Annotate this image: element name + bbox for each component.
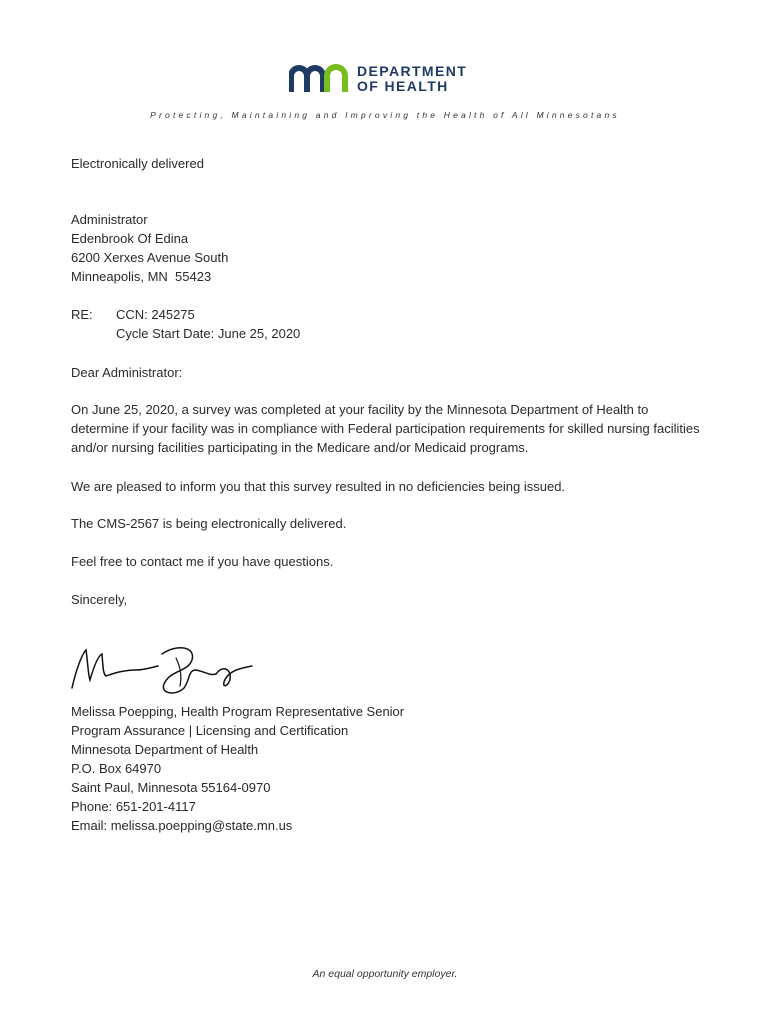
signer-po-box: P.O. Box 64970 (71, 761, 162, 776)
recipient-line: Administrator (71, 212, 148, 227)
signer-division: Program Assurance | Licensing and Certification (71, 723, 349, 738)
signature-block (71, 702, 404, 835)
re-cycle-start: Cycle Start Date: June 25, 2020 (116, 326, 301, 341)
body-paragraph: On June 25, 2020, a survey was completed at your facility by the Minnesota Department of Health to determine if your facility was in compliance with Federal participation requirements for skilled nursing facilities and/or nursing facilities participating in the Medicare and/or Medicaid programs. (71, 402, 700, 455)
body-paragraph: Feel free to contact me if you have questions. (71, 554, 334, 569)
logo-line-of-health: OF HEALTH (357, 78, 449, 94)
recipient-address (71, 210, 228, 286)
logo-line-department: DEPARTMENT (357, 63, 468, 79)
signer-organization: Minnesota Department of Health (71, 742, 259, 757)
closing: Sincerely, (71, 592, 128, 607)
re-label: RE: (71, 307, 93, 322)
logo-text (357, 64, 467, 94)
footer-note: An equal opportunity employer. (312, 968, 458, 980)
salutation: Dear Administrator: (71, 365, 183, 380)
mn-logo-icon (289, 64, 353, 94)
recipient-line: Edenbrook Of Edina (71, 231, 189, 246)
recipient-line: Minneapolis, MN 55423 (71, 269, 212, 284)
signer-name-title: Melissa Poepping, Health Program Representative Senior (71, 704, 405, 719)
body-paragraph: We are pleased to inform you that this survey resulted in no deficiencies being issued. (71, 479, 566, 494)
signer-city: Saint Paul, Minnesota 55164-0970 (71, 780, 271, 795)
signer-email: Email: melissa.poepping@state.mn.us (71, 818, 293, 833)
handwritten-signature (66, 640, 266, 700)
tagline: Protecting, Maintaining and Improving the Health of All Minnesotans (150, 110, 620, 120)
re-lines (116, 305, 300, 343)
delivery-note: Electronically delivered (71, 156, 204, 171)
body-paragraph: The CMS-2567 is being electronically delivered. (71, 516, 347, 531)
mdh-logo (289, 64, 467, 94)
recipient-line: 6200 Xerxes Avenue South (71, 250, 229, 265)
signer-phone: Phone: 651-201-4117 (71, 799, 196, 814)
re-ccn: CCN: 245275 (116, 307, 195, 322)
